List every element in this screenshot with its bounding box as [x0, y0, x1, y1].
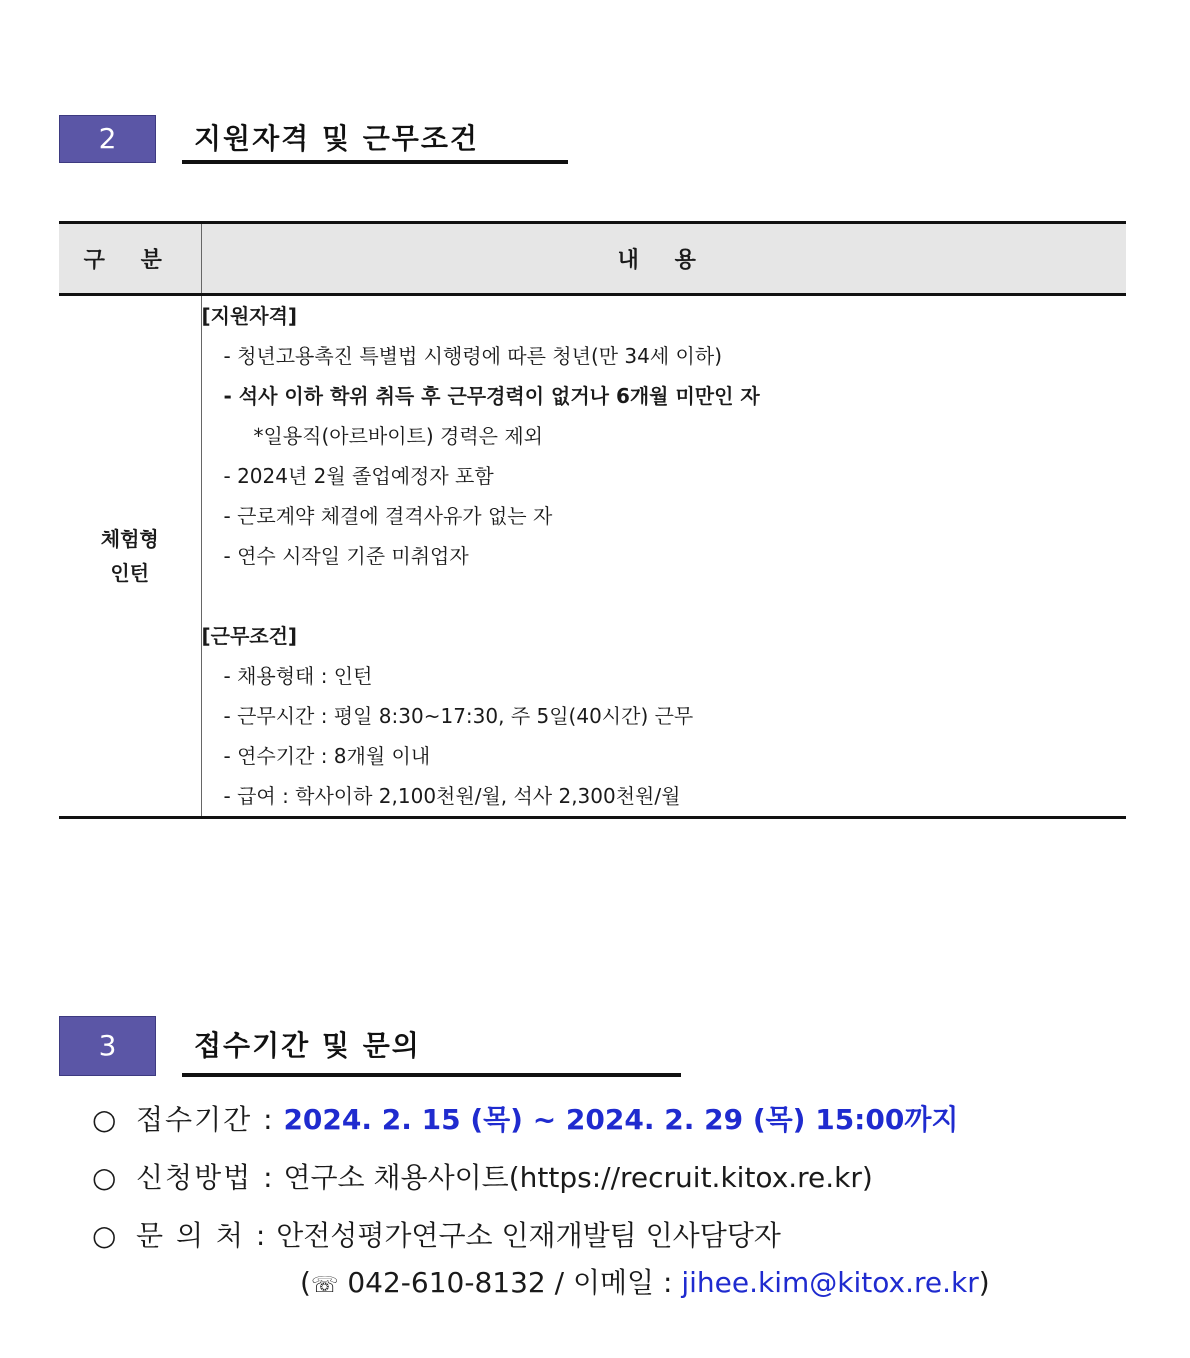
- section-title: 접수기간 및 문의: [194, 1029, 421, 1062]
- header-category: 구 분: [59, 223, 201, 295]
- circle-bullet-icon: ○: [92, 1161, 117, 1194]
- category-cell: [59, 295, 201, 818]
- circle-bullet-icon: ○: [92, 1103, 117, 1136]
- list-item: - 근무시간 : 평일 8:30~17:30, 주 5일(40시간) 근무: [223, 704, 694, 728]
- table-row: [59, 295, 1126, 818]
- method-value: 연구소 채용사이트(https://recruit.kitox.re.kr): [283, 1161, 873, 1194]
- period-value: 2024. 2. 15 (목) ~ 2024. 2. 29 (목) 15:00까지: [283, 1103, 959, 1136]
- section-number: 2: [59, 115, 156, 163]
- info-method: [92, 1158, 873, 1198]
- period-label: 접수기간 :: [136, 1103, 275, 1136]
- list-item: - 연수 시작일 기준 미취업자: [223, 544, 469, 568]
- paren-close: ): [978, 1266, 990, 1299]
- contact-details: [300, 1263, 990, 1306]
- conditions-title: [근무조건]: [201, 624, 298, 648]
- title-underline: [182, 160, 568, 164]
- info-contact: [92, 1216, 781, 1256]
- content-cell: [201, 295, 1126, 818]
- list-item: - 급여 : 학사이하 2,100천원/월, 석사 2,300천원/월: [223, 784, 681, 808]
- list-item: - 2024년 2월 졸업예정자 포함: [223, 464, 494, 488]
- qualification-table: [59, 221, 1126, 819]
- header-content: 내 용: [201, 223, 1126, 295]
- list-item: - 채용형태 : 인턴: [223, 664, 373, 688]
- spacer: [202, 576, 1127, 616]
- category-line: 체험형: [100, 527, 159, 551]
- paren-open: (: [300, 1266, 311, 1299]
- table-header-row: [59, 223, 1126, 295]
- email-link[interactable]: jihee.kim@kitox.re.kr: [681, 1266, 979, 1299]
- section-number: 3: [59, 1016, 156, 1076]
- list-item: - 연수기간 : 8개월 이내: [223, 744, 431, 768]
- circle-bullet-icon: ○: [92, 1219, 117, 1252]
- info-period: [92, 1100, 958, 1140]
- method-label: 신청방법 :: [136, 1161, 275, 1194]
- list-item: - 청년고용촉진 특별법 시행령에 따른 청년(만 34세 이하): [223, 344, 722, 368]
- phone-number: 042-610-8132 / 이메일 :: [347, 1266, 673, 1299]
- section-title: 지원자격 및 근무조건: [194, 122, 479, 155]
- list-item: - 석사 이하 학위 취득 후 근무경력이 없거나 6개월 미만인 자: [223, 384, 760, 408]
- contact-value: 안전성평가연구소 인재개발팀 인사담당자: [276, 1219, 781, 1252]
- phone-icon: ☏: [310, 1273, 339, 1298]
- title-underline: [182, 1073, 681, 1077]
- list-note: *일용직(아르바이트) 경력은 제외: [253, 424, 543, 448]
- category-line: 인턴: [110, 561, 150, 585]
- contact-label: 문 의 처 :: [136, 1219, 268, 1252]
- list-item: - 근로계약 체결에 결격사유가 없는 자: [223, 504, 553, 528]
- qualifications-title: [지원자격]: [201, 304, 298, 328]
